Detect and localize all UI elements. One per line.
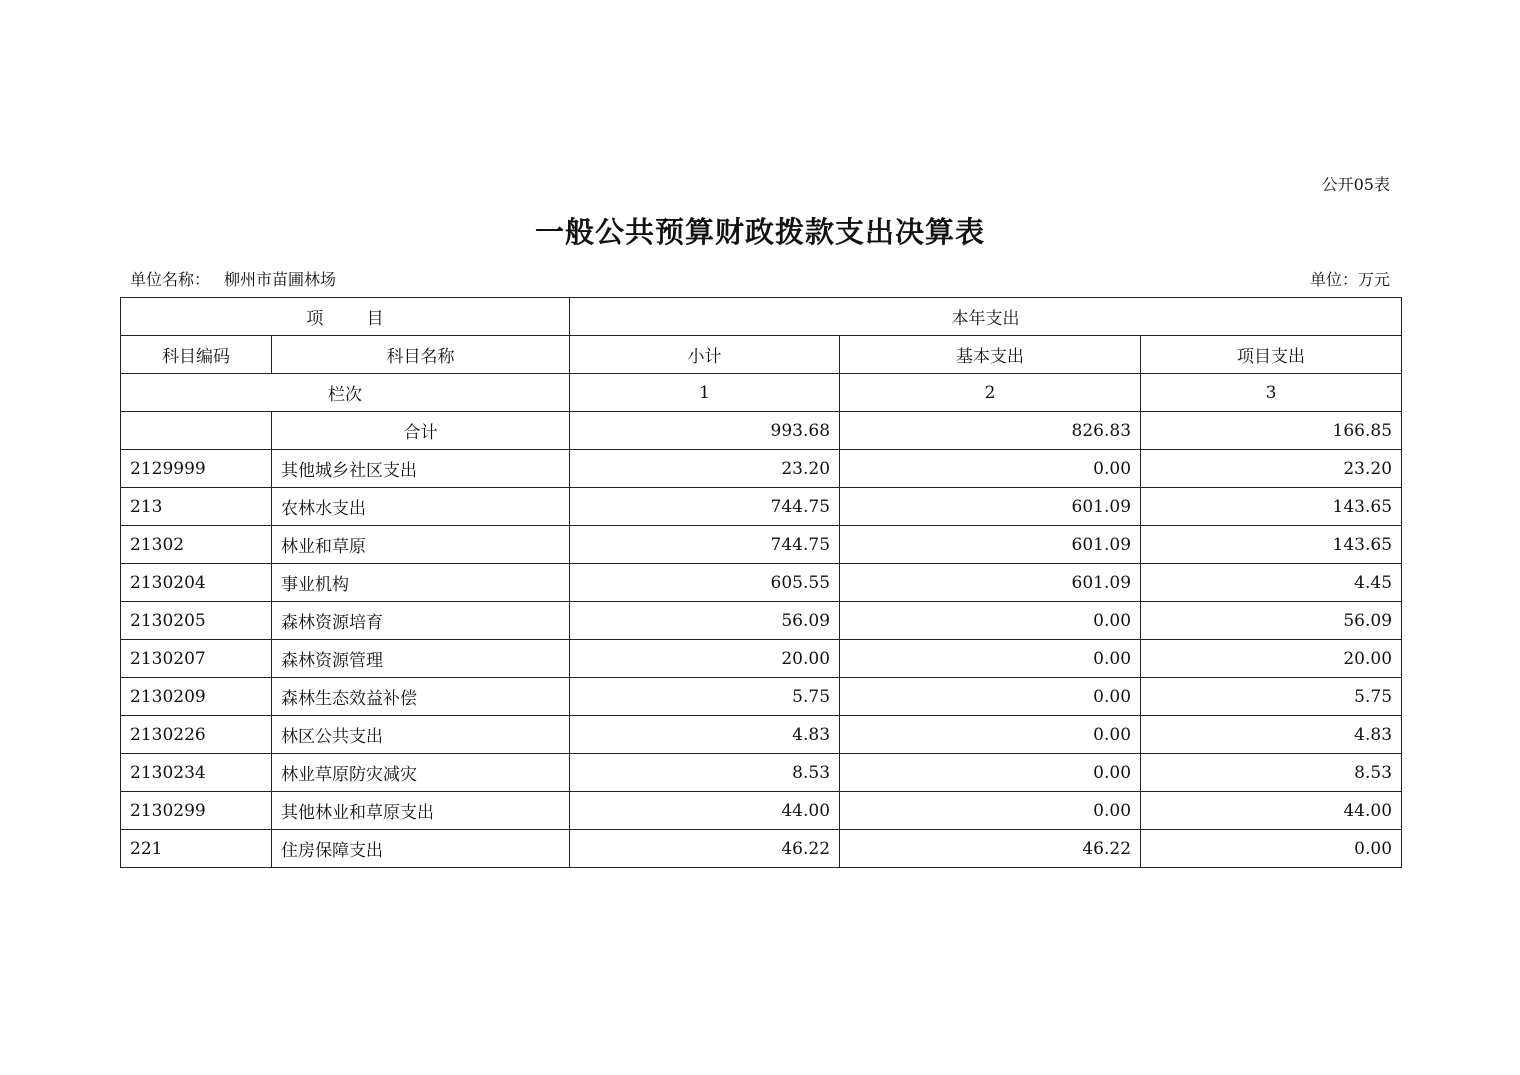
column-order-3: 3 bbox=[1141, 374, 1402, 412]
table-row bbox=[121, 754, 1402, 792]
cell-code: 221 bbox=[121, 830, 272, 868]
cell-subtotal: 56.09 bbox=[570, 602, 840, 640]
cell-code: 2130205 bbox=[121, 602, 272, 640]
header-name: 科目名称 bbox=[272, 336, 570, 374]
cell-subtotal: 5.75 bbox=[570, 678, 840, 716]
cell-name: 森林资源培育 bbox=[272, 602, 570, 640]
total-program: 166.85 bbox=[1141, 412, 1402, 450]
unit-name bbox=[130, 267, 336, 290]
cell-basic: 601.09 bbox=[840, 526, 1141, 564]
table-row bbox=[121, 678, 1402, 716]
column-order-1: 1 bbox=[570, 374, 840, 412]
cell-program: 44.00 bbox=[1141, 792, 1402, 830]
cell-subtotal: 23.20 bbox=[570, 450, 840, 488]
cell-name: 森林资源管理 bbox=[272, 640, 570, 678]
cell-code: 2130209 bbox=[121, 678, 272, 716]
cell-program: 4.83 bbox=[1141, 716, 1402, 754]
cell-code: 213 bbox=[121, 488, 272, 526]
table-body bbox=[121, 298, 1402, 868]
cell-subtotal: 46.22 bbox=[570, 830, 840, 868]
header-current-year: 本年支出 bbox=[570, 298, 1402, 336]
cell-basic: 0.00 bbox=[840, 678, 1141, 716]
cell-basic: 601.09 bbox=[840, 564, 1141, 602]
cell-program: 20.00 bbox=[1141, 640, 1402, 678]
header-code: 科目编码 bbox=[121, 336, 272, 374]
currency-unit: 单位：万元 bbox=[1309, 270, 1390, 289]
cell-code: 2130204 bbox=[121, 564, 272, 602]
cell-program: 8.53 bbox=[1141, 754, 1402, 792]
cell-name: 其他林业和草原支出 bbox=[272, 792, 570, 830]
header-row-2 bbox=[121, 336, 1402, 374]
cell-name: 森林生态效益补偿 bbox=[272, 678, 570, 716]
column-order-2: 2 bbox=[840, 374, 1141, 412]
cell-program: 4.45 bbox=[1141, 564, 1402, 602]
table-row bbox=[121, 526, 1402, 564]
cell-name: 林业和草原 bbox=[272, 526, 570, 564]
table-row bbox=[121, 640, 1402, 678]
header-project: 项 目 bbox=[121, 298, 570, 336]
form-number: 公开05表 bbox=[1321, 175, 1390, 194]
cell-program: 56.09 bbox=[1141, 602, 1402, 640]
total-basic: 826.83 bbox=[840, 412, 1141, 450]
cell-code: 2130234 bbox=[121, 754, 272, 792]
cell-basic: 0.00 bbox=[840, 792, 1141, 830]
unit-name-value: 柳州市苗圃林场 bbox=[224, 270, 337, 289]
total-subtotal: 993.68 bbox=[570, 412, 840, 450]
table-row bbox=[121, 830, 1402, 868]
cell-name: 林区公共支出 bbox=[272, 716, 570, 754]
cell-program: 0.00 bbox=[1141, 830, 1402, 868]
total-label: 合计 bbox=[272, 412, 570, 450]
cell-code: 2130207 bbox=[121, 640, 272, 678]
cell-code: 2129999 bbox=[121, 450, 272, 488]
cell-subtotal: 4.83 bbox=[570, 716, 840, 754]
table-row bbox=[121, 716, 1402, 754]
cell-subtotal: 8.53 bbox=[570, 754, 840, 792]
expenditure-table bbox=[120, 297, 1402, 868]
header-basic: 基本支出 bbox=[840, 336, 1141, 374]
cell-code: 21302 bbox=[121, 526, 272, 564]
table-row bbox=[121, 488, 1402, 526]
cell-name: 住房保障支出 bbox=[272, 830, 570, 868]
cell-basic: 0.00 bbox=[840, 754, 1141, 792]
cell-subtotal: 20.00 bbox=[570, 640, 840, 678]
column-order-label: 栏次 bbox=[121, 374, 570, 412]
cell-basic: 0.00 bbox=[840, 716, 1141, 754]
cell-program: 5.75 bbox=[1141, 678, 1402, 716]
table-row bbox=[121, 792, 1402, 830]
header-subtotal: 小计 bbox=[570, 336, 840, 374]
header-row-1 bbox=[121, 298, 1402, 336]
cell-program: 23.20 bbox=[1141, 450, 1402, 488]
cell-basic: 46.22 bbox=[840, 830, 1141, 868]
table-row bbox=[121, 602, 1402, 640]
cell-program: 143.65 bbox=[1141, 526, 1402, 564]
cell-name: 林业草原防灾减灾 bbox=[272, 754, 570, 792]
cell-subtotal: 744.75 bbox=[570, 488, 840, 526]
table-row bbox=[121, 450, 1402, 488]
unit-name-label: 单位名称： bbox=[130, 270, 211, 289]
table-row bbox=[121, 564, 1402, 602]
cell-basic: 0.00 bbox=[840, 602, 1141, 640]
page-title: 一般公共预算财政拨款支出决算表 bbox=[534, 215, 985, 249]
cell-subtotal: 44.00 bbox=[570, 792, 840, 830]
total-code bbox=[121, 412, 272, 450]
cell-basic: 601.09 bbox=[840, 488, 1141, 526]
cell-name: 农林水支出 bbox=[272, 488, 570, 526]
header-program: 项目支出 bbox=[1141, 336, 1402, 374]
cell-name: 事业机构 bbox=[272, 564, 570, 602]
cell-name: 其他城乡社区支出 bbox=[272, 450, 570, 488]
cell-subtotal: 605.55 bbox=[570, 564, 840, 602]
cell-code: 2130226 bbox=[121, 716, 272, 754]
cell-basic: 0.00 bbox=[840, 450, 1141, 488]
column-order-row bbox=[121, 374, 1402, 412]
cell-subtotal: 744.75 bbox=[570, 526, 840, 564]
cell-code: 2130299 bbox=[121, 792, 272, 830]
total-row bbox=[121, 412, 1402, 450]
cell-program: 143.65 bbox=[1141, 488, 1402, 526]
cell-basic: 0.00 bbox=[840, 640, 1141, 678]
